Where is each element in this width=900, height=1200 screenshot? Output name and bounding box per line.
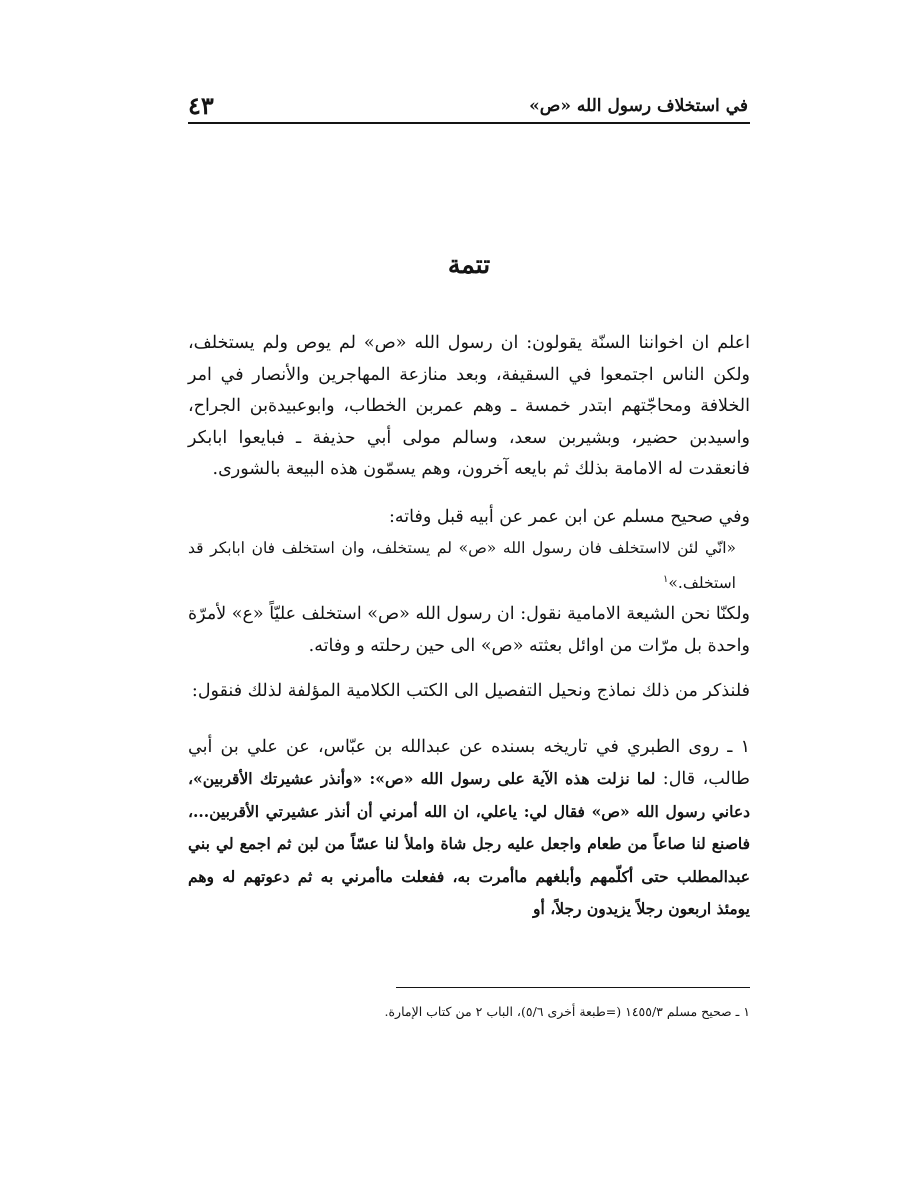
footnote-marker: ١: [663, 574, 669, 585]
quotation-text: «انّي لئن لااستخلف فان رسول الله «ص» لم يستخلف، وان استخلف فان ابابكر قد استخلف.»: [188, 539, 736, 593]
paragraph-2: وفي صحيح مسلم عن ابن عمر عن أبيه قبل وفاته:: [388, 506, 750, 527]
page-header: [188, 86, 748, 122]
paragraph-4: فلنذكر من ذلك نماذج ونحيل التفصيل الى الكتب الكلامية المؤلفة لذلك فنقول:: [191, 681, 750, 702]
header-rule: [188, 122, 750, 124]
paragraph-3: ولكنّا نحن الشيعة الامامية نقول: ان رسول الله «ص» استخلف عليّاً «ع» لأمرّة واحدة بل مرّات من اوائل بعثته «ص» الى حين رحلته و وفاته.: [188, 604, 750, 656]
body-text: [188, 328, 750, 926]
quotation: [188, 533, 750, 599]
section-title: تتمة: [447, 250, 491, 279]
footnote: ١ ـ صحيح مسلم ١٤٥٥/٣ (=طبعة أخرى ٥/٦)، الباب ٢ من كتاب الإمارة.: [384, 1004, 750, 1019]
paragraph-5-intro: ١ ـ روى الطبري في تاريخه بسنده عن عبدالله بن عبّاس، عن علي بن أبي طالب، قال:: [188, 736, 750, 790]
paragraph-5: [188, 732, 750, 926]
running-title: في استخلاف رسول الله «ص»: [529, 96, 748, 116]
footnote-rule: [396, 987, 750, 988]
page-number: ٤٣: [188, 91, 214, 120]
paragraph-1: اعلم ان اخواننا السنّة يقولون: ان رسول الله «ص» لم يوص ولم يستخلف، ولكن الناس اجتمعوا في السقيفة، وبعد منازعة المهاجرين والأنصار في امر الخلافة ومحاجّتهم ابتدر خمسة ـ وهم عمربن الخطاب، وابوعبيدةبن الجراح، واسيدبن حضير، وبشيربن سعد، وسالم مولى أبي حذيفة ـ فبايعوا ابابكر فانعقدت له الامامة بذلك ثم بايعه آخرون، وهم يسمّون هذه البيعة بالشورى.: [188, 333, 750, 479]
paragraph-5-narration: لما نزلت هذه الآية على رسول الله «ص»: «وأنذر عشيرتك الأقربين»، دعاني رسول الله «ص» فقال لي: ياعلي، ان الله أمرني أن أنذر عشيرتي الأقربين...، فاصنع لنا صاعاً من طعام واجعل عليه رجل شاة واملأ لنا عسّاً من لبن ثم اجمع لي بني عبدالمطلب حتى أكلّمهم وأبلغهم ماأمرت به، ففعلت ماأمرني به ثم دعوتهم له وهم يومئذ اربعون رجلاً يزيدون رجلاً، أو: [188, 769, 750, 919]
